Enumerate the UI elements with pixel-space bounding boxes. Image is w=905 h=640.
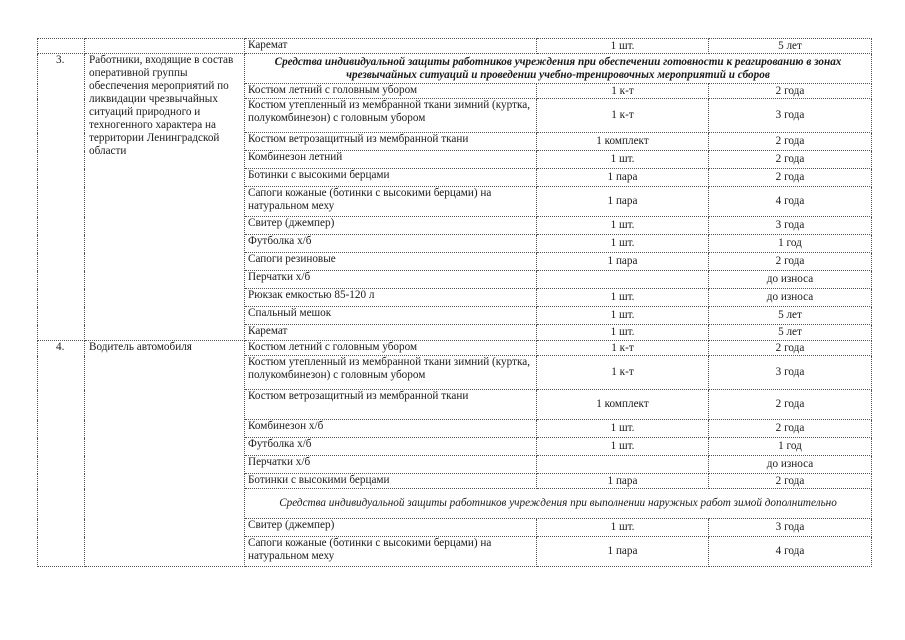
term-cell: 2 года	[709, 390, 872, 420]
item-cell: Костюм летний с головным убором	[245, 341, 537, 356]
term-cell: 2 года	[709, 151, 872, 169]
item-cell: Футболка х/б	[245, 438, 537, 456]
quantity-cell: 1 к-т	[537, 341, 709, 356]
term-cell: до износа	[709, 289, 872, 307]
item-cell: Комбинезон х/б	[245, 420, 537, 438]
group-description: Водитель автомобиля	[85, 341, 245, 567]
group-number: 4.	[38, 341, 85, 567]
quantity-cell: 1 шт.	[537, 289, 709, 307]
item-cell: Рюкзак емкостью 85-120 л	[245, 289, 537, 307]
quantity-cell: 1 шт.	[537, 420, 709, 438]
quantity-cell: 1 шт.	[537, 438, 709, 456]
quantity-cell: 1 комплект	[537, 390, 709, 420]
item-cell: Перчатки х/б	[245, 271, 537, 289]
term-cell: 2 года	[709, 84, 872, 99]
term-cell: 2 года	[709, 341, 872, 356]
quantity-cell: 1 шт.	[537, 325, 709, 341]
term-cell: 5 лет	[709, 39, 872, 54]
item-cell: Каремат	[245, 39, 537, 54]
table-row	[38, 341, 872, 356]
term-cell: 2 года	[709, 253, 872, 271]
section-title: Средства индивидуальной защиты работников учреждения при обеспечении готовности к реагированию в зонах чрезвычайных ситуаций и проведении учебно-тренировочных мероприятий и сборов	[245, 54, 872, 84]
term-cell: 3 года	[709, 356, 872, 390]
table-row	[38, 39, 872, 54]
item-cell: Костюм ветрозащитный из мембранной ткани	[245, 133, 537, 151]
quantity-cell: 1 к-т	[537, 99, 709, 133]
term-cell: до износа	[709, 456, 872, 474]
quantity-cell	[537, 271, 709, 289]
quantity-cell: 1 к-т	[537, 356, 709, 390]
item-cell: Сапоги резиновые	[245, 253, 537, 271]
term-cell: 4 года	[709, 537, 872, 567]
group-description: Работники, входящие в состав оперативной группы обеспечения мероприятий по ликвидации чрезвычайных ситуаций природного и техногенного характера на территории Ленинградской области	[85, 54, 245, 341]
ppe-norms-table	[37, 38, 872, 567]
item-cell: Костюм утепленный из мембранной ткани зимний (куртка, полукомбинезон) с головным убором	[245, 356, 537, 390]
term-cell: 1 год	[709, 235, 872, 253]
item-cell: Свитер (джемпер)	[245, 519, 537, 537]
term-cell: 5 лет	[709, 307, 872, 325]
item-cell: Костюм утепленный из мембранной ткани зимний (куртка, полукомбинезон) с головным убором	[245, 99, 537, 133]
item-cell: Спальный мешок	[245, 307, 537, 325]
quantity-cell: 1 шт.	[537, 151, 709, 169]
quantity-cell	[537, 456, 709, 474]
item-cell: Каремат	[245, 325, 537, 341]
quantity-cell: 1 пара	[537, 169, 709, 187]
item-cell: Комбинезон летний	[245, 151, 537, 169]
item-cell: Костюм ветрозащитный из мембранной ткани	[245, 390, 537, 420]
group-cell	[85, 39, 245, 54]
term-cell: 1 год	[709, 438, 872, 456]
group-number: 3.	[38, 54, 85, 341]
quantity-cell: 1 шт.	[537, 519, 709, 537]
quantity-cell: 1 шт.	[537, 307, 709, 325]
item-cell: Костюм летний с головным убором	[245, 84, 537, 99]
item-cell: Сапоги кожаные (ботинки с высокими берцами) на натуральном меху	[245, 537, 537, 567]
item-cell: Ботинки с высокими берцами	[245, 169, 537, 187]
quantity-cell: 1 шт.	[537, 217, 709, 235]
term-cell: 4 года	[709, 187, 872, 217]
term-cell: 2 года	[709, 169, 872, 187]
quantity-cell: 1 пара	[537, 474, 709, 489]
term-cell: 2 года	[709, 474, 872, 489]
quantity-cell: 1 пара	[537, 187, 709, 217]
term-cell: 3 года	[709, 217, 872, 235]
quantity-cell: 1 пара	[537, 253, 709, 271]
section-header-row	[38, 54, 872, 84]
number-cell	[38, 39, 85, 54]
quantity-cell: 1 шт.	[537, 235, 709, 253]
quantity-cell: 1 к-т	[537, 84, 709, 99]
term-cell: 2 года	[709, 133, 872, 151]
table-body	[38, 39, 872, 567]
term-cell: 3 года	[709, 519, 872, 537]
term-cell: 5 лет	[709, 325, 872, 341]
item-cell: Перчатки х/б	[245, 456, 537, 474]
item-cell: Ботинки с высокими берцами	[245, 474, 537, 489]
item-cell: Свитер (джемпер)	[245, 217, 537, 235]
term-cell: 2 года	[709, 420, 872, 438]
quantity-cell: 1 шт.	[537, 39, 709, 54]
section-title: Средства индивидуальной защиты работников учреждения при выполнении наружных работ зимой дополнительно	[245, 489, 872, 519]
item-cell: Сапоги кожаные (ботинки с высокими берцами) на натуральном меху	[245, 187, 537, 217]
quantity-cell: 1 комплект	[537, 133, 709, 151]
quantity-cell: 1 пара	[537, 537, 709, 567]
term-cell: до износа	[709, 271, 872, 289]
item-cell: Футболка х/б	[245, 235, 537, 253]
term-cell: 3 года	[709, 99, 872, 133]
